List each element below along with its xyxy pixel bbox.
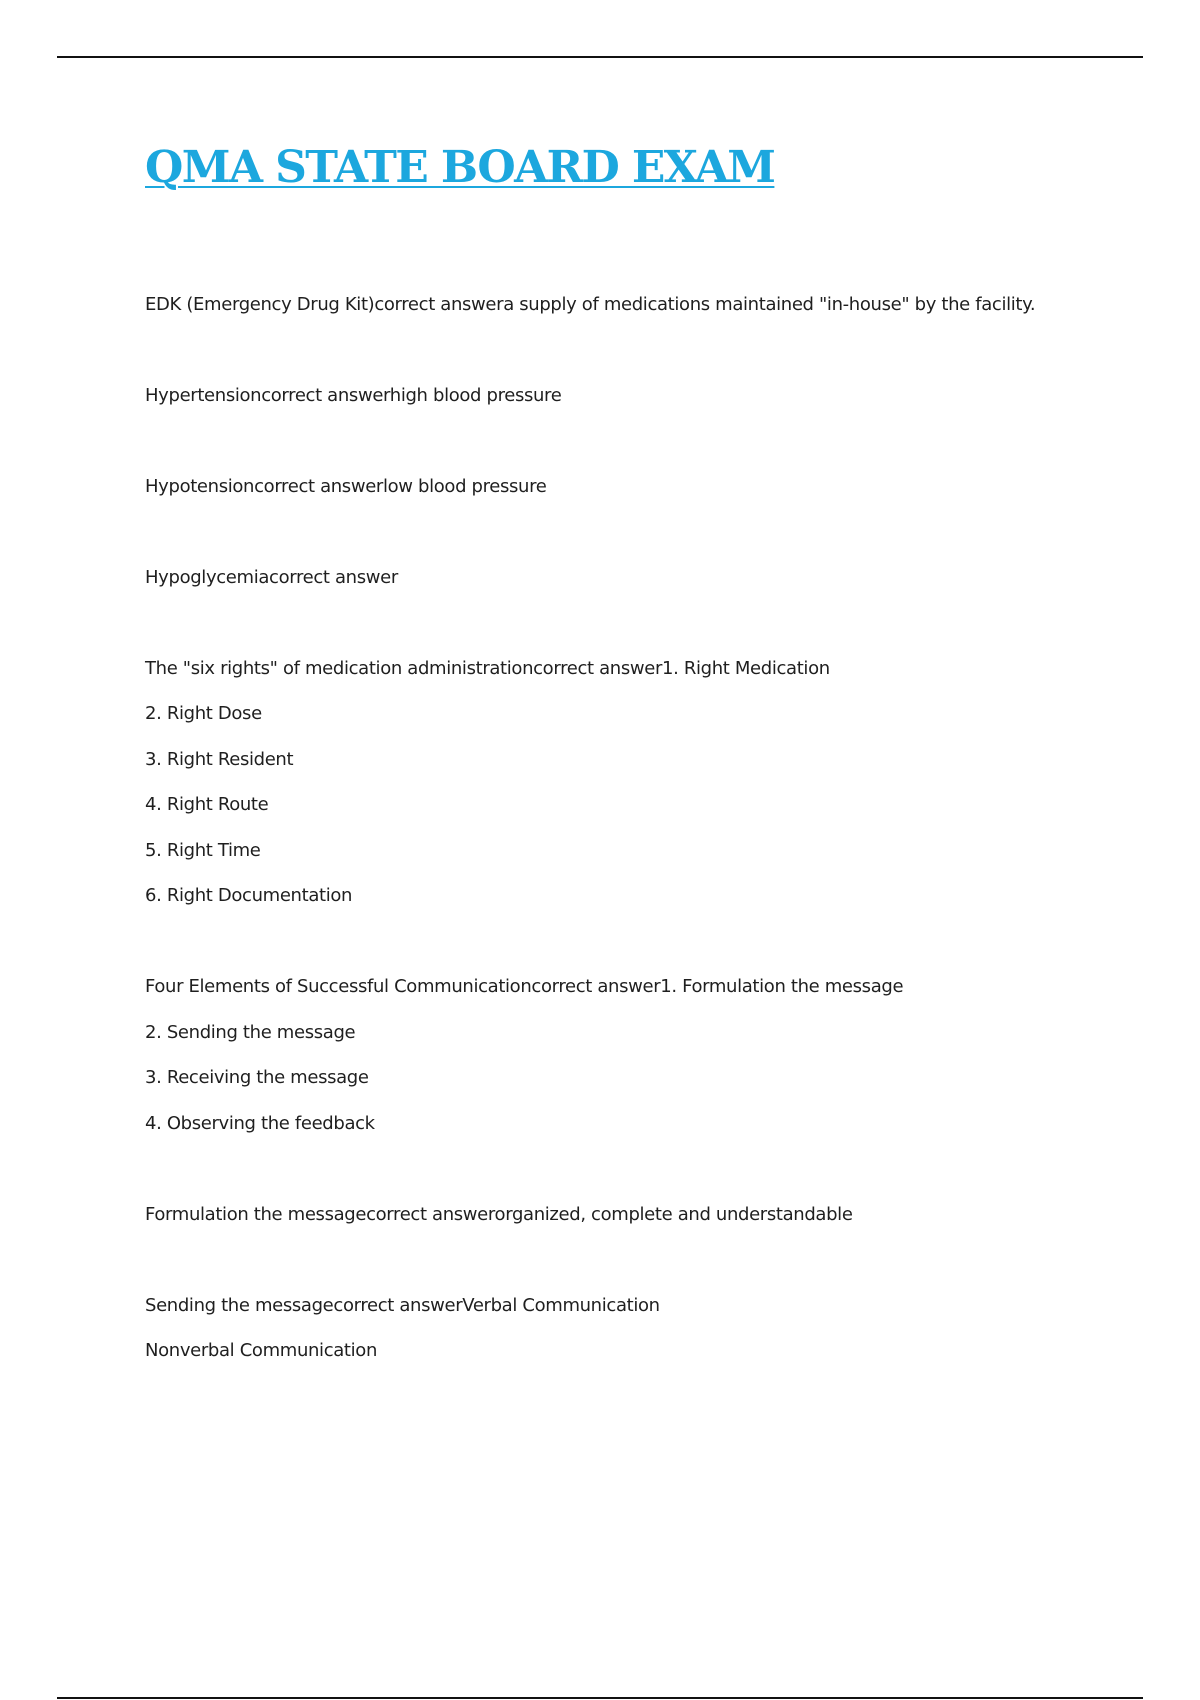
four-elements-item: 4. Observing the feedback	[145, 1113, 375, 1134]
six-rights-item: 5. Right Time	[145, 840, 261, 861]
entry-sending: Sending the messagecorrect answerVerbal Communication	[145, 1295, 660, 1316]
document-title: QMA STATE BOARD EXAM	[145, 142, 775, 193]
six-rights-item: 4. Right Route	[145, 794, 269, 815]
title-block	[145, 142, 774, 193]
six-rights-item: 2. Right Dose	[145, 703, 262, 724]
entry-four-elements: Four Elements of Successful Communicationcorrect answer1. Formulation the message	[145, 976, 904, 997]
entry-hypertension: Hypertensioncorrect answerhigh blood pressure	[145, 385, 562, 406]
six-rights-item: 6. Right Documentation	[145, 885, 353, 906]
four-elements-item: 2. Sending the message	[145, 1022, 356, 1043]
entry-formulation: Formulation the messagecorrect answerorganized, complete and understandable	[145, 1204, 853, 1225]
header-rule	[57, 56, 1143, 58]
footer-rule	[57, 1697, 1143, 1699]
entry-hypoglycemia: Hypoglycemiacorrect answer	[145, 567, 398, 588]
four-elements-item: 3. Receiving the message	[145, 1067, 369, 1088]
entry-edk: EDK (Emergency Drug Kit)correct answera supply of medications maintained "in-house" by the facility.	[145, 294, 1036, 315]
six-rights-item: 3. Right Resident	[145, 749, 294, 770]
entry-hypotension: Hypotensioncorrect answerlow blood pressure	[145, 476, 547, 497]
entry-six-rights: The "six rights" of medication administrationcorrect answer1. Right Medication	[145, 658, 830, 679]
sending-item: Nonverbal Communication	[145, 1340, 378, 1361]
